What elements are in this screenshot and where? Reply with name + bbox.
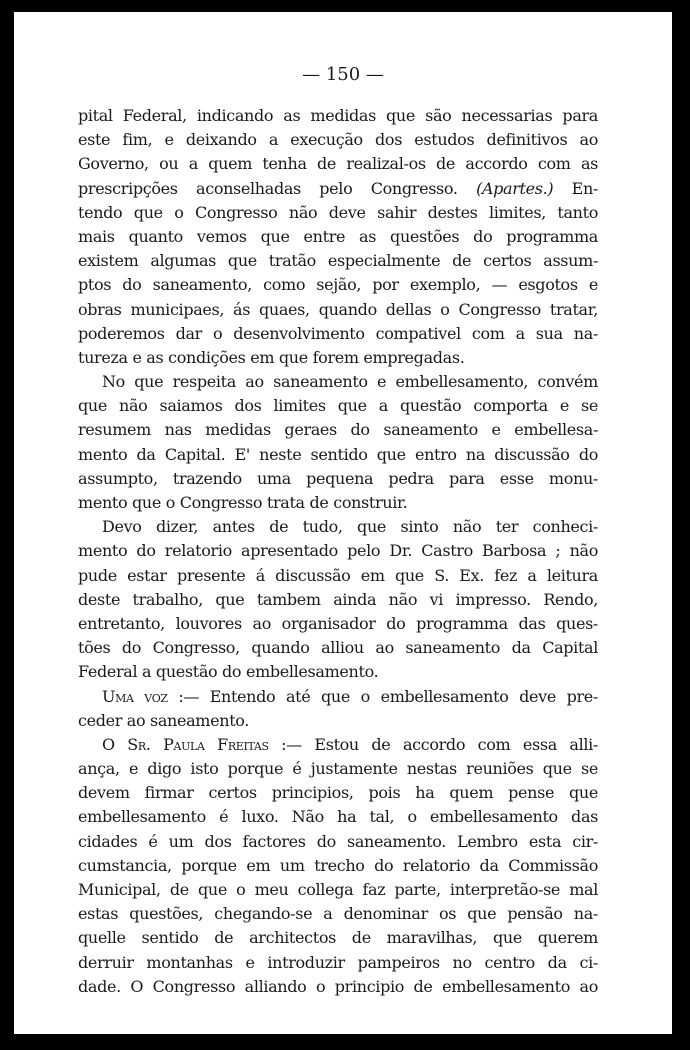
text-line: que não saiamos dos limites que a questão comporta e se — [78, 396, 598, 416]
text-line: mais quanto vemos que entre as questões do programma — [78, 226, 598, 246]
text-line: quelle sentido de architectos de maravilhas, que querem — [78, 928, 598, 948]
text-line: dade. O Congresso alliando o principio de embellesamento ao — [78, 976, 598, 996]
text-span: :— Estou de accordo com essa alli- — [281, 734, 598, 754]
text-line: resumem nas medidas geraes do saneamento e embellesa- — [78, 420, 598, 440]
text-line: ança, e digo isto porque é justamente nestas reuniões que se — [78, 759, 598, 779]
text-span: :— Entendo até que o embellesamento deve pre- — [178, 686, 598, 706]
text-line: Federal a questão do embellesamento. — [78, 662, 379, 682]
text-line: pude estar presente á discussão em que S. Ex. fez a leitura — [78, 565, 598, 585]
text-line: embellesamento é luxo. Não ha tal, o embellesamento das — [78, 807, 598, 827]
page-number: — 150 — — [302, 64, 384, 85]
text-line: No que respeita ao saneamento e embellesamento, convém — [102, 372, 598, 392]
text-line: ceder ao saneamento. — [78, 710, 250, 730]
text-span: prescripções aconselhadas pelo Congresso. — [78, 178, 458, 198]
text-line: poderemos dar o desenvolvimento compativel com a sua na- — [78, 323, 598, 343]
text-line: estas questões, chegando-se a denominar os que pensão na- — [78, 904, 598, 924]
text-line: mento que o Congresso trata de construir. — [78, 493, 408, 512]
text-line: tendo que o Congresso não deve sahir destes limites, tanto — [78, 202, 598, 222]
text-line — [78, 733, 598, 757]
speaker-name: Uma voz — [102, 686, 168, 706]
text-line: tureza e as condições em que forem empregadas. — [78, 347, 465, 367]
text-line: cidades é um dos factores do saneamento. Lembro esta cir- — [78, 831, 598, 851]
text-line: pital Federal, indicando as medidas que são necessarias para — [78, 106, 598, 125]
text-line: Devo dizer, antes de tudo, que sinto não ter conheci- — [102, 517, 598, 537]
text-line: derruir montanhas e introduzir pampeiros no centro da ci- — [78, 952, 598, 972]
text-line: obras municipaes, ás quaes, quando dellas o Congresso tratar, — [78, 299, 598, 319]
book-page — [14, 12, 672, 1034]
text-line: este fim, e deixando a execução dos estudos definitivos ao — [78, 130, 598, 150]
speaker-name: O Sr. Paula Freitas — [102, 734, 269, 754]
text-span: En- — [571, 178, 598, 198]
body-text — [78, 104, 598, 999]
text-line: Governo, ou a quem tenha de realizal-os de accordo com as — [78, 154, 598, 174]
text-line: mento da Capital. E' neste sentido que entro na discussão do — [78, 444, 598, 464]
text-line: existem algumas que tratão especialmente de certos assum- — [78, 251, 598, 271]
text-line: assumpto, trazendo uma pequena pedra para esse monu- — [78, 468, 598, 488]
text-line: cumstancia, porque em um trecho do relatorio da Commissão — [78, 855, 598, 875]
text-line: entretanto, louvores ao organisador do programma das ques- — [78, 613, 598, 633]
text-line: ptos do saneamento, como sejão, por exemplo, — esgotos e — [78, 275, 598, 295]
text-line: mento do relatorio apresentado pelo Dr. Castro Barbosa ; não — [78, 541, 598, 561]
text-line: tões do Congresso, quando alliou ao saneamento da Capital — [78, 638, 598, 658]
apartes-aside: (Apartes.) — [476, 178, 554, 198]
text-line: deste trabalho, que tambem ainda não vi impresso. Rendo, — [78, 589, 598, 609]
text-line: Municipal, de que o meu collega faz parte, interpretão-se mal — [78, 880, 598, 899]
text-line — [78, 177, 598, 201]
text-line: devem firmar certos principios, pois ha quem pense que — [78, 783, 598, 803]
text-line — [78, 685, 598, 709]
